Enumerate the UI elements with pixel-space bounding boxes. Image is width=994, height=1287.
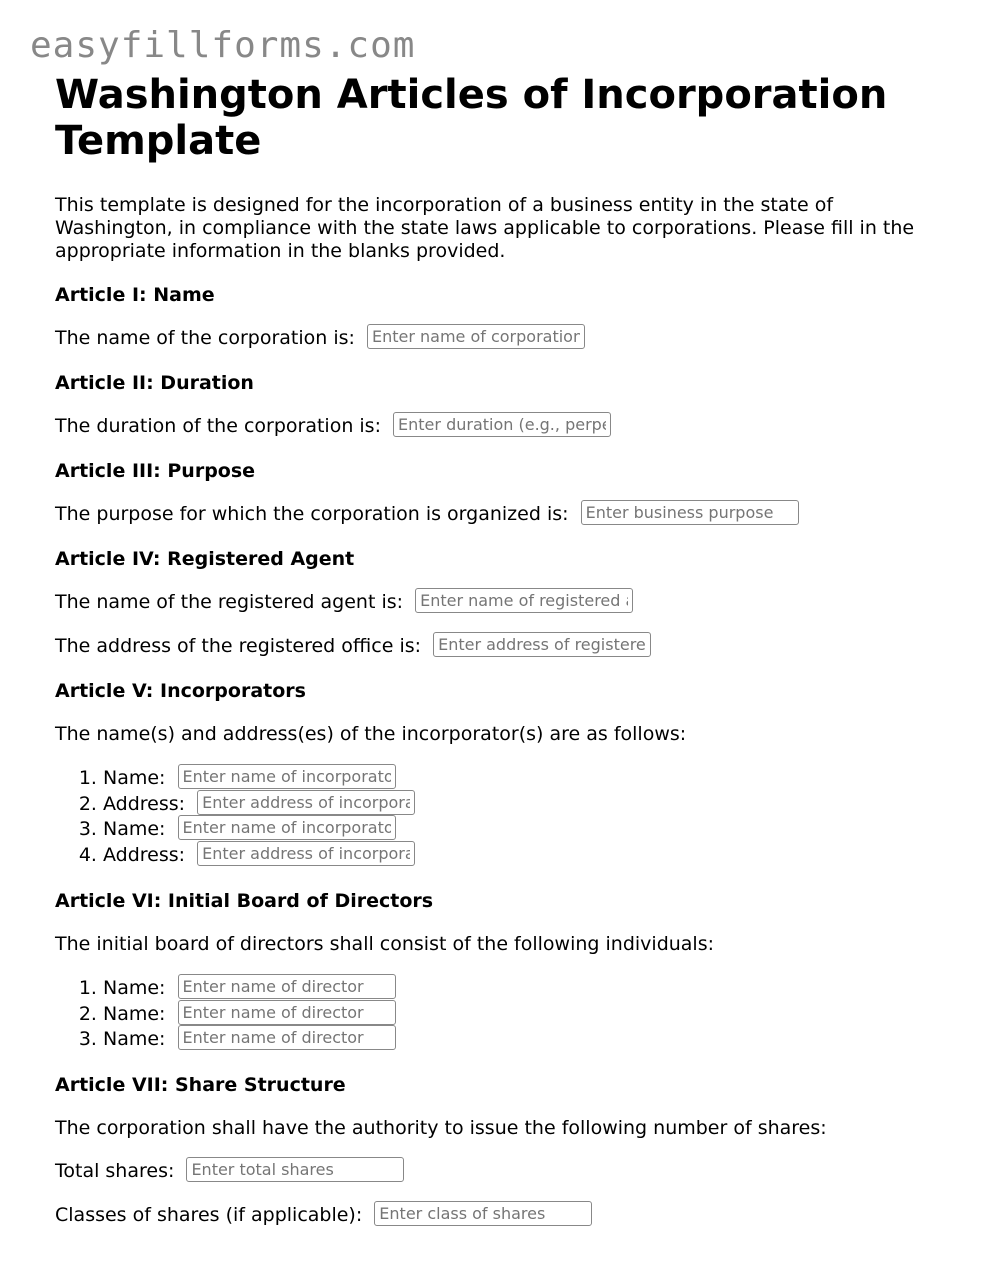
article-shares-heading: Article VII: Share Structure — [55, 1073, 346, 1096]
incorporator-2-address-input[interactable] — [197, 841, 415, 866]
director-name-label: Name: — [103, 1028, 166, 1051]
article-incorporators-heading: Article V: Incorporators — [55, 680, 306, 702]
incorporator-2-name-input[interactable] — [178, 815, 396, 840]
director-name-label: Name: — [103, 1002, 166, 1025]
total-shares-input[interactable] — [186, 1157, 404, 1182]
shares-intro: The corporation shall have the authority to issue the following number of shares: — [55, 1116, 827, 1139]
total-shares-label: Total shares: — [55, 1159, 175, 1182]
director-3-name-input[interactable] — [178, 1025, 396, 1050]
office-address-input[interactable] — [433, 632, 651, 657]
directors-list — [55, 976, 955, 1053]
total-shares-row — [55, 1159, 955, 1184]
duration-input[interactable] — [393, 412, 611, 437]
site-watermark: easyfillforms.com — [30, 25, 416, 66]
list-item — [103, 1002, 955, 1028]
duration-label: The duration of the corporation is: — [55, 415, 381, 437]
list-item — [103, 817, 955, 843]
corporation-name-row — [55, 326, 955, 351]
corporation-name-label: The name of the corporation is: — [55, 327, 355, 349]
list-item — [103, 843, 955, 869]
article-directors-heading: Article VI: Initial Board of Directors — [55, 889, 434, 912]
incorporators-intro: The name(s) and address(es) of the incorporator(s) are as follows: — [55, 723, 687, 745]
article-duration-heading: Article II: Duration — [55, 372, 254, 394]
article-purpose-section — [55, 459, 955, 527]
corporation-name-input[interactable] — [367, 324, 585, 349]
share-classes-label: Classes of shares (if applicable): — [55, 1203, 363, 1226]
incorporator-name-label: Name: — [103, 818, 166, 841]
list-item — [103, 792, 955, 818]
director-2-name-input[interactable] — [178, 1000, 396, 1025]
article-agent-heading: Article IV: Registered Agent — [55, 548, 355, 570]
intro-paragraph: This template is designed for the incorporation of a business entity in the state of Washington, in compliance with the state laws applicable to corporations. Please fill in the appropriate information in the blanks provided. — [55, 194, 915, 262]
incorporator-address-label: Address: — [103, 844, 186, 867]
directors-intro: The initial board of directors shall consist of the following individuals: — [55, 932, 715, 955]
article-incorporators-section — [55, 679, 955, 869]
office-address-row — [55, 634, 955, 659]
duration-row — [55, 414, 955, 439]
share-classes-input[interactable] — [374, 1201, 592, 1226]
purpose-row — [55, 502, 955, 527]
purpose-input[interactable] — [581, 500, 799, 525]
form-document — [55, 72, 955, 1228]
article-name-heading: Article I: Name — [55, 284, 215, 306]
incorporators-list — [55, 766, 955, 869]
purpose-label: The purpose for which the corporation is organized is: — [55, 503, 569, 525]
agent-name-row — [55, 590, 955, 615]
director-1-name-input[interactable] — [178, 974, 396, 999]
article-duration-section — [55, 371, 955, 439]
share-classes-row — [55, 1203, 955, 1228]
incorporator-1-name-input[interactable] — [178, 764, 396, 789]
list-item — [103, 766, 955, 792]
list-item — [103, 976, 955, 1002]
agent-name-input[interactable] — [415, 588, 633, 613]
incorporator-address-label: Address: — [103, 792, 186, 815]
director-name-label: Name: — [103, 976, 166, 999]
article-name-section — [55, 283, 955, 351]
incorporator-name-label: Name: — [103, 767, 166, 789]
list-item — [103, 1027, 955, 1053]
article-shares-section — [55, 1073, 955, 1228]
article-purpose-heading: Article III: Purpose — [55, 460, 256, 482]
incorporator-1-address-input[interactable] — [197, 790, 415, 815]
agent-name-label: The name of the registered agent is: — [55, 591, 404, 613]
article-agent-section — [55, 547, 955, 659]
office-address-label: The address of the registered office is: — [55, 635, 422, 657]
page-title: Washington Articles of Incorporation Template — [55, 72, 888, 164]
article-directors-section — [55, 889, 955, 1053]
